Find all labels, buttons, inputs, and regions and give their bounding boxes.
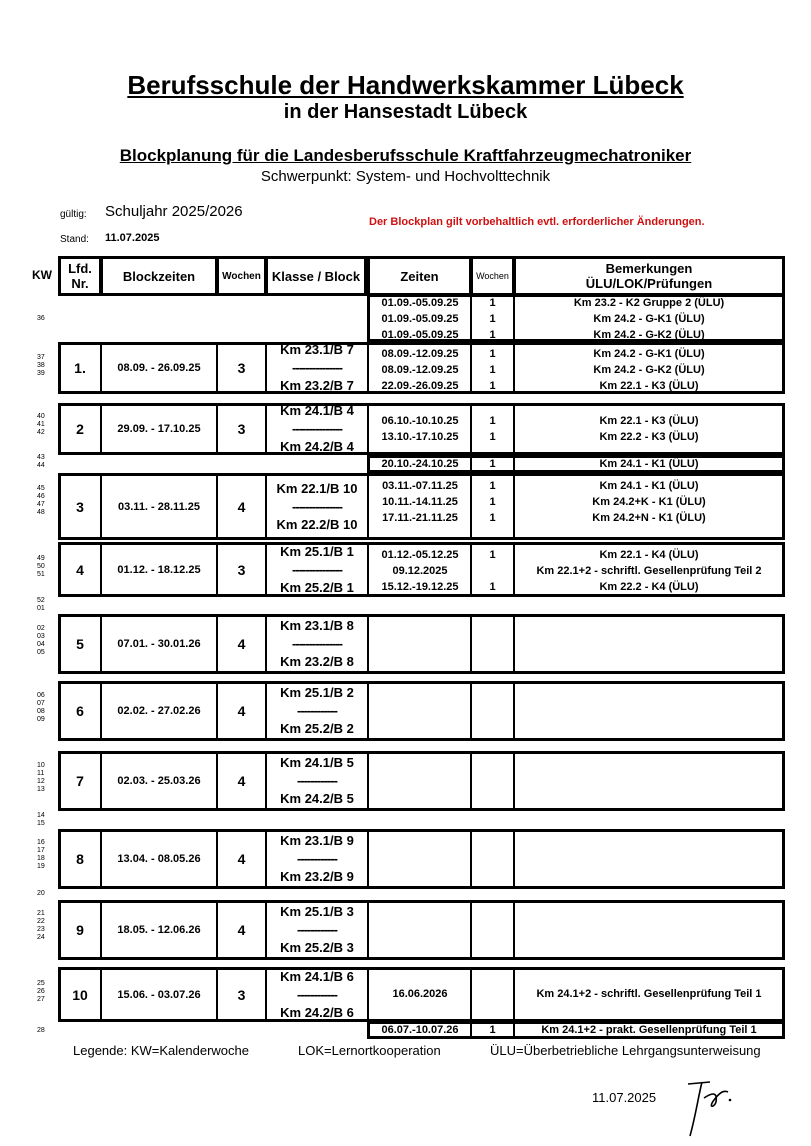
zeit-cell: 03.11.-07.11.25 <box>382 480 458 492</box>
block-weeks: 4 <box>237 703 246 719</box>
column-divider <box>367 542 369 597</box>
kw-header: KW <box>32 268 52 282</box>
wochen-cell: 1 <box>489 415 496 427</box>
klasse-line-1: Km 25.1/B 1 <box>280 543 354 559</box>
block-period: 02.02. - 27.02.26 <box>117 705 201 717</box>
bemerkung-cell: Km 22.1 - K3 (ÜLU) <box>599 380 699 392</box>
klasse-separator: --------------- <box>292 421 342 436</box>
block-number: 2 <box>76 421 84 437</box>
zeit-cell: 09.12.2025 <box>392 565 448 577</box>
block-number: 7 <box>76 773 84 789</box>
column-divider <box>367 829 369 889</box>
bemerkungen-header: Bemerkungen ÜLU/LOK/Prüfungen <box>513 256 785 296</box>
block-period: 29.09. - 17.10.25 <box>117 423 201 435</box>
column-divider <box>367 681 369 741</box>
klasse-separator: ------------ <box>297 986 337 1002</box>
column-divider <box>367 342 369 394</box>
klasse-line-2: Km 24.2/B 5 <box>280 791 354 806</box>
klasse-separator: --------------- <box>292 561 342 577</box>
kw-gap-4: 52 01 <box>37 597 45 612</box>
block-period: 07.01. - 30.01.26 <box>117 638 201 650</box>
bemerkung-cell: Km 22.2 - K4 (ÜLU) <box>599 581 699 593</box>
kw-gap-8: 20 <box>37 890 45 897</box>
zeit-cell: 22.09.-26.09.25 <box>381 380 459 392</box>
klasse-line-1: Km 24.1/B 4 <box>280 403 354 418</box>
zeiten-header: Zeiten <box>367 256 472 296</box>
klasse-line-1: Km 22.1/B 10 <box>276 480 358 496</box>
column-divider <box>367 473 369 540</box>
block-weeks: 4 <box>237 773 246 789</box>
wochen-cell: 1 <box>489 380 496 392</box>
block-period: 01.12. - 18.12.25 <box>117 563 201 576</box>
wochen-header: Wochen <box>216 256 267 296</box>
block-weeks: 4 <box>237 922 246 938</box>
wochen-cell: 1 <box>489 581 496 593</box>
zeit-cell: 08.09.-12.09.25 <box>381 348 459 360</box>
blockzeiten-header: Blockzeiten <box>100 256 218 296</box>
klasse-line-2: Km 23.2/B 7 <box>280 378 354 393</box>
kw-labels: 02 03 04 05 <box>37 625 45 656</box>
klasse-line-2: Km 22.2/B 10 <box>276 516 358 532</box>
block-weeks: 3 <box>237 561 246 578</box>
wochen-cell: 1 <box>489 297 496 309</box>
block-number: 10 <box>72 986 88 1003</box>
column-divider <box>367 967 369 1022</box>
lfd-header: Lfd. Nr. <box>58 256 102 296</box>
column-divider <box>470 751 472 811</box>
kw-labels: 16 17 18 19 <box>37 839 45 870</box>
column-divider <box>470 967 472 1022</box>
klasse-line-1: Km 25.1/B 3 <box>280 904 354 919</box>
zeit-cell: 16.06.2026 <box>392 988 448 1000</box>
klasse-line-2: Km 25.2/B 1 <box>280 579 354 595</box>
wochen-cell: 1 <box>489 512 496 524</box>
wochen-cell: 1 <box>489 458 496 470</box>
column-divider <box>367 900 369 960</box>
column-divider <box>513 403 515 455</box>
zeit-cell: 08.09.-12.09.25 <box>381 364 459 376</box>
klasse-separator: --------------- <box>292 498 342 514</box>
kw-labels: 49 50 51 <box>37 555 45 578</box>
wochen-cell: 1 <box>489 348 496 360</box>
block-number: 9 <box>76 922 84 938</box>
bemerkung-cell: Km 24.2+K - K1 (ÜLU) <box>592 496 706 508</box>
block-number: 1. <box>74 360 86 376</box>
klasse-separator: ------------ <box>297 851 337 866</box>
block-period: 08.09. - 26.09.25 <box>117 362 201 374</box>
klasse-line-1: Km 24.1/B 5 <box>280 755 354 770</box>
kw-28: 28 <box>37 1027 45 1034</box>
column-divider <box>513 681 515 741</box>
klasse-separator: --------------- <box>292 360 342 375</box>
legend-ulu: ÜLU=Überbetriebliche Lehrgangsunterweisung <box>490 1043 761 1058</box>
klasse-line-1: Km 23.1/B 8 <box>280 618 354 633</box>
block-weeks: 4 <box>237 851 246 867</box>
zeit-cell: 01.09.-05.09.25 <box>381 329 459 341</box>
klasse-header: Klasse / Block <box>265 256 367 296</box>
kw-36: 36 <box>37 315 45 322</box>
block-period: 13.04. - 08.05.26 <box>117 853 201 865</box>
bemerkung-cell: Km 24.2+N - K1 (ÜLU) <box>592 512 706 524</box>
stand-value: 11.07.2025 <box>105 232 160 244</box>
bemerkung-cell: Km 22.1 - K4 (ÜLU) <box>599 549 699 561</box>
klasse-separator: ------------ <box>297 703 337 718</box>
zeit-cell: 06.07.-10.07.26 <box>381 1024 459 1036</box>
zeit-cell: 20.10.-24.10.25 <box>381 458 459 470</box>
zeit-cell: 01.09.-05.09.25 <box>381 313 459 325</box>
wochen-cell: 1 <box>489 480 496 492</box>
block-number: 8 <box>76 851 84 867</box>
wochen-cell: 1 <box>489 313 496 325</box>
column-divider <box>367 403 369 455</box>
bemerkung-cell: Km 24.2 - G-K2 (ÜLU) <box>593 364 705 376</box>
bemerkung-cell: Km 24.1 - K1 (ÜLU) <box>599 458 699 470</box>
klasse-line-2: Km 24.2/B 6 <box>280 1004 354 1020</box>
disclaimer-text: Der Blockplan gilt vorbehaltlich evtl. erforderlicher Änderungen. <box>369 216 705 228</box>
school-subtitle: in der Hansestadt Lübeck <box>283 101 528 123</box>
legend-lok: LOK=Lernortkooperation <box>298 1043 441 1058</box>
kw-gap-2: 43 44 <box>37 454 45 469</box>
block-weeks: 3 <box>237 986 246 1003</box>
zeit-cell: 15.12.-19.12.25 <box>381 581 459 593</box>
kw-labels: 37 38 39 <box>37 354 45 377</box>
klasse-line-2: Km 25.2/B 2 <box>280 721 354 736</box>
block-weeks: 4 <box>237 636 246 652</box>
klasse-separator: ------------ <box>297 773 337 788</box>
block-weeks: 3 <box>237 421 246 437</box>
zeit-cell: 06.10.-10.10.25 <box>381 415 459 427</box>
column-divider <box>367 751 369 811</box>
valid-value: Schuljahr 2025/2026 <box>105 203 243 220</box>
block-weeks: 3 <box>237 360 246 376</box>
klasse-line-2: Km 25.2/B 3 <box>280 940 354 955</box>
column-divider <box>513 829 515 889</box>
kw-gap-7: 14 15 <box>37 812 45 827</box>
valid-label: gültig: <box>60 209 87 220</box>
bemerkung-cell: Km 24.2 - G-K1 (ÜLU) <box>593 313 705 325</box>
wochen-cell: 1 <box>489 329 496 341</box>
klasse-line-2: Km 24.2/B 4 <box>280 439 354 454</box>
bemerkung-cell: Km 22.1 - K3 (ÜLU) <box>599 415 699 427</box>
bemerkung-cell: Km 24.2 - G-K2 (ÜLU) <box>593 329 705 341</box>
klasse-separator: ------------ <box>297 922 337 937</box>
block-period: 18.05. - 12.06.26 <box>117 924 201 936</box>
klasse-line-1: Km 25.1/B 2 <box>280 685 354 700</box>
wochen-cell: 1 <box>489 1024 496 1036</box>
column-divider <box>470 681 472 741</box>
kw-labels: 21 22 23 24 <box>37 910 45 941</box>
klasse-line-2: Km 23.2/B 9 <box>280 869 354 884</box>
kw-labels: 06 07 08 09 <box>37 692 45 723</box>
block-period: 15.06. - 03.07.26 <box>117 988 201 1001</box>
wochen-cell: 1 <box>489 364 496 376</box>
kw-labels: 45 46 47 48 <box>37 485 45 516</box>
zeit-cell: 17.11.-21.11.25 <box>382 512 458 524</box>
kw-labels: 40 41 42 <box>37 413 45 436</box>
column-divider <box>513 614 515 674</box>
bemerkung-cell: Km 24.2 - G-K1 (ÜLU) <box>593 348 705 360</box>
legend-kw: Legende: KW=Kalenderwoche <box>73 1043 249 1058</box>
bemerkung-cell: Km 22.2 - K3 (ÜLU) <box>599 431 699 443</box>
block-period: 02.03. - 25.03.26 <box>117 775 201 787</box>
footer-date: 11.07.2025 <box>592 1090 657 1105</box>
kw-labels: 10 11 12 13 <box>37 762 45 793</box>
block-weeks: 4 <box>237 498 246 515</box>
zeit-cell: 01.09.-05.09.25 <box>381 297 459 309</box>
block-period: 03.11. - 28.11.25 <box>118 500 200 513</box>
klasse-line-1: Km 24.1/B 6 <box>280 968 354 984</box>
wochen-cell: 1 <box>489 496 496 508</box>
zeit-cell: 01.12.-05.12.25 <box>381 549 459 561</box>
zeit-cell: 13.10.-17.10.25 <box>381 431 459 443</box>
block-number: 6 <box>76 703 84 719</box>
bemerkung-cell: Km 24.1 - K1 (ÜLU) <box>599 480 699 492</box>
block-number: 3 <box>76 498 84 515</box>
bemerkung-cell: Km 23.2 - K2 Gruppe 2 (ÜLU) <box>573 297 725 309</box>
column-divider <box>513 900 515 960</box>
plan-title: Blockplanung für die Landesberufsschule Kraftfahrzeugmechatroniker <box>119 146 692 165</box>
zeit-cell: 10.11.-14.11.25 <box>382 496 458 508</box>
column-divider <box>470 829 472 889</box>
bemerkung-cell: Km 24.1+2 - prakt. Gesellenprüfung Teil 1 <box>541 1024 757 1036</box>
bemerkung-cell: Km 22.1+2 - schriftl. Gesellenprüfung Teil 2 <box>536 565 762 577</box>
wochen-cell: 1 <box>489 431 496 443</box>
klasse-separator: --------------- <box>292 636 342 651</box>
wochen2-header: Wochen <box>470 256 515 296</box>
stand-label: Stand: <box>60 234 89 245</box>
klasse-line-1: Km 23.1/B 9 <box>280 833 354 848</box>
klasse-line-1: Km 23.1/B 7 <box>280 342 354 357</box>
column-divider <box>470 403 472 455</box>
kw-labels: 25 26 27 <box>37 980 45 1003</box>
focus-subtitle: Schwerpunkt: System- und Hochvolttechnik <box>260 168 551 185</box>
column-divider <box>367 614 369 674</box>
column-divider <box>470 900 472 960</box>
school-title: Berufsschule der Handwerkskammer Lübeck <box>127 70 684 100</box>
signature-icon <box>680 1078 740 1140</box>
bemerkung-cell: Km 24.1+2 - schriftl. Gesellenprüfung Teil 1 <box>536 988 762 1000</box>
klasse-line-2: Km 23.2/B 8 <box>280 654 354 669</box>
column-divider <box>513 751 515 811</box>
block-number: 5 <box>76 636 84 652</box>
block-number: 4 <box>76 561 84 578</box>
column-divider <box>470 614 472 674</box>
wochen-cell: 1 <box>489 549 496 561</box>
